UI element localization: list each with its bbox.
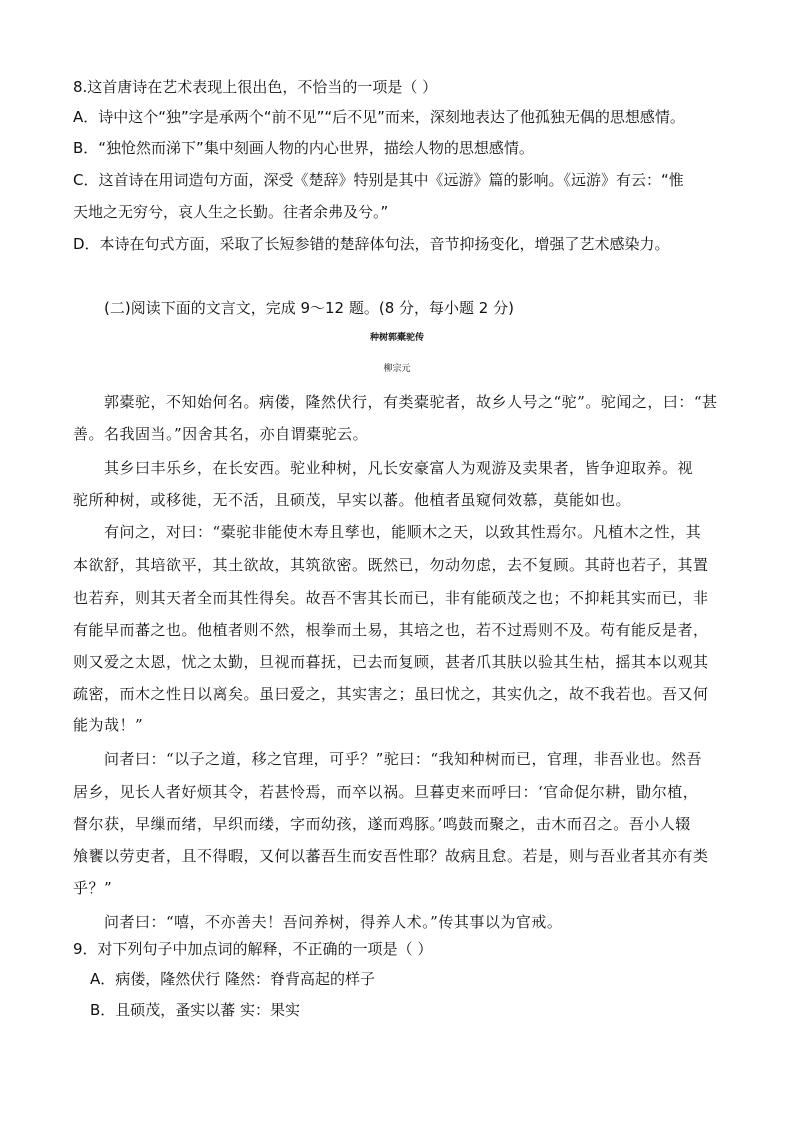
passage-line: 疏密，而木之性日以离矣。虽曰爱之，其实害之；虽曰忧之，其实仇之，故不我若也。吾又何	[73, 685, 709, 703]
q8-option-b: B．“独怆然而涕下”集中刻画人物的内心世界，描绘人物的思想感情。	[73, 139, 534, 157]
q8-stem: 8.这首唐诗在艺术表现上很出色，不恰当的一项是（ ）	[73, 78, 438, 96]
q8-option-c-line2: 天地之无穷兮，哀人生之长勤。往者余弗及兮。”	[73, 203, 389, 221]
passage-line: 有问之，对曰：“橐驼非能使木寿且孳也，能顺木之天，以致其性焉尔。凡植木之性，其	[104, 523, 702, 541]
passage-line: 则又爱之太恩，忧之太勤，旦视而暮抚，已去而复顾，甚者爪其肤以验其生枯，摇其本以观其	[73, 653, 709, 671]
passage-author: 柳宗元	[383, 364, 411, 374]
passage-line: 驼所种树，或移徙，无不活，且硕茂，早实以蕃。他植者虽窥伺效慕，莫能如也。	[73, 491, 632, 509]
q8-option-a: A．诗中这个“独”字是承两个“前不见”“后不见”而来，深刻地表达了他孤独无偶的思想感情。	[73, 108, 685, 126]
passage-line: 居乡，见长人者好烦其令，若甚怜焉，而卒以祸。旦暮吏来而呼曰：‘官命促尔耕，勖尔植，	[73, 783, 699, 801]
q8-option-c-line1: C．这首诗在用词造句方面，深受《楚辞》特别是其中《远游》篇的影响。《远游》有云：“惟	[73, 171, 684, 189]
passage-line: 问者曰：“嘻，不亦善夫！吾问养树，得养人术。”传其事以为官戒。	[104, 913, 563, 931]
passage-line: 有能早而蕃之也。他植者则不然，根拳而土易，其培之也，若不过焉则不及。苟有能反是者，	[73, 621, 709, 639]
passage-line: 善。名我固当。”因舍其名，亦自谓橐驼云。	[73, 425, 369, 443]
q9-stem: 9．对下列句子中加点词的解释，不正确的一项是（ ）	[73, 940, 433, 958]
q9-option-b: B．且硕茂，蚤实以蕃 实：果实	[90, 1001, 301, 1019]
passage-title: 种树郭橐驼传	[369, 333, 424, 343]
passage-line: 问者曰：“以子之道，移之官理，可乎？”驼曰：“我知种树而已，官理，非吾业也。然吾	[104, 750, 703, 768]
passage-line: 本欲舒，其培欲平，其土欲故，其筑欲密。既然已，勿动勿虑，去不复顾。其莳也若子，其置	[73, 556, 709, 574]
passage-line: 乎？”	[73, 879, 113, 897]
section-heading: (二)阅读下面的文言文，完成 9～12 题。(8 分，每小题 2 分)	[104, 299, 514, 317]
passage-line: 飧饔以劳吏者，且不得暇，又何以蕃吾生而安吾性耶？故病且怠。若是，则与吾业者其亦有类	[73, 847, 709, 865]
passage-line: 其乡曰丰乐乡，在长安西。驼业种树，凡长安豪富人为观游及卖果者，皆争迎取养。视	[104, 459, 694, 477]
q9-option-a: A．病偻，隆然伏行 隆然：脊背高起的样子	[90, 970, 376, 988]
passage-line: 能为哉！”	[73, 716, 144, 734]
q8-option-d: D．本诗在句式方面，采取了长短参错的楚辞体句法，音节抑扬变化，增强了艺术感染力。	[73, 235, 670, 253]
passage-line: 也若弃，则其天者全而其性得矣。故吾不害其长而已，非有能硕茂之也；不抑耗其实而已，非	[73, 589, 709, 607]
passage-line: 郭橐驼，不知始何名。病偻，隆然伏行，有类橐驼者，故乡人号之“驼”。驼闻之，曰：“甚	[104, 393, 718, 411]
passage-line: 督尔获，早缫而绪，早织而缕，字而幼孩，遂而鸡豚。’鸣鼓而聚之，击木而召之。吾小人辍	[73, 815, 691, 833]
